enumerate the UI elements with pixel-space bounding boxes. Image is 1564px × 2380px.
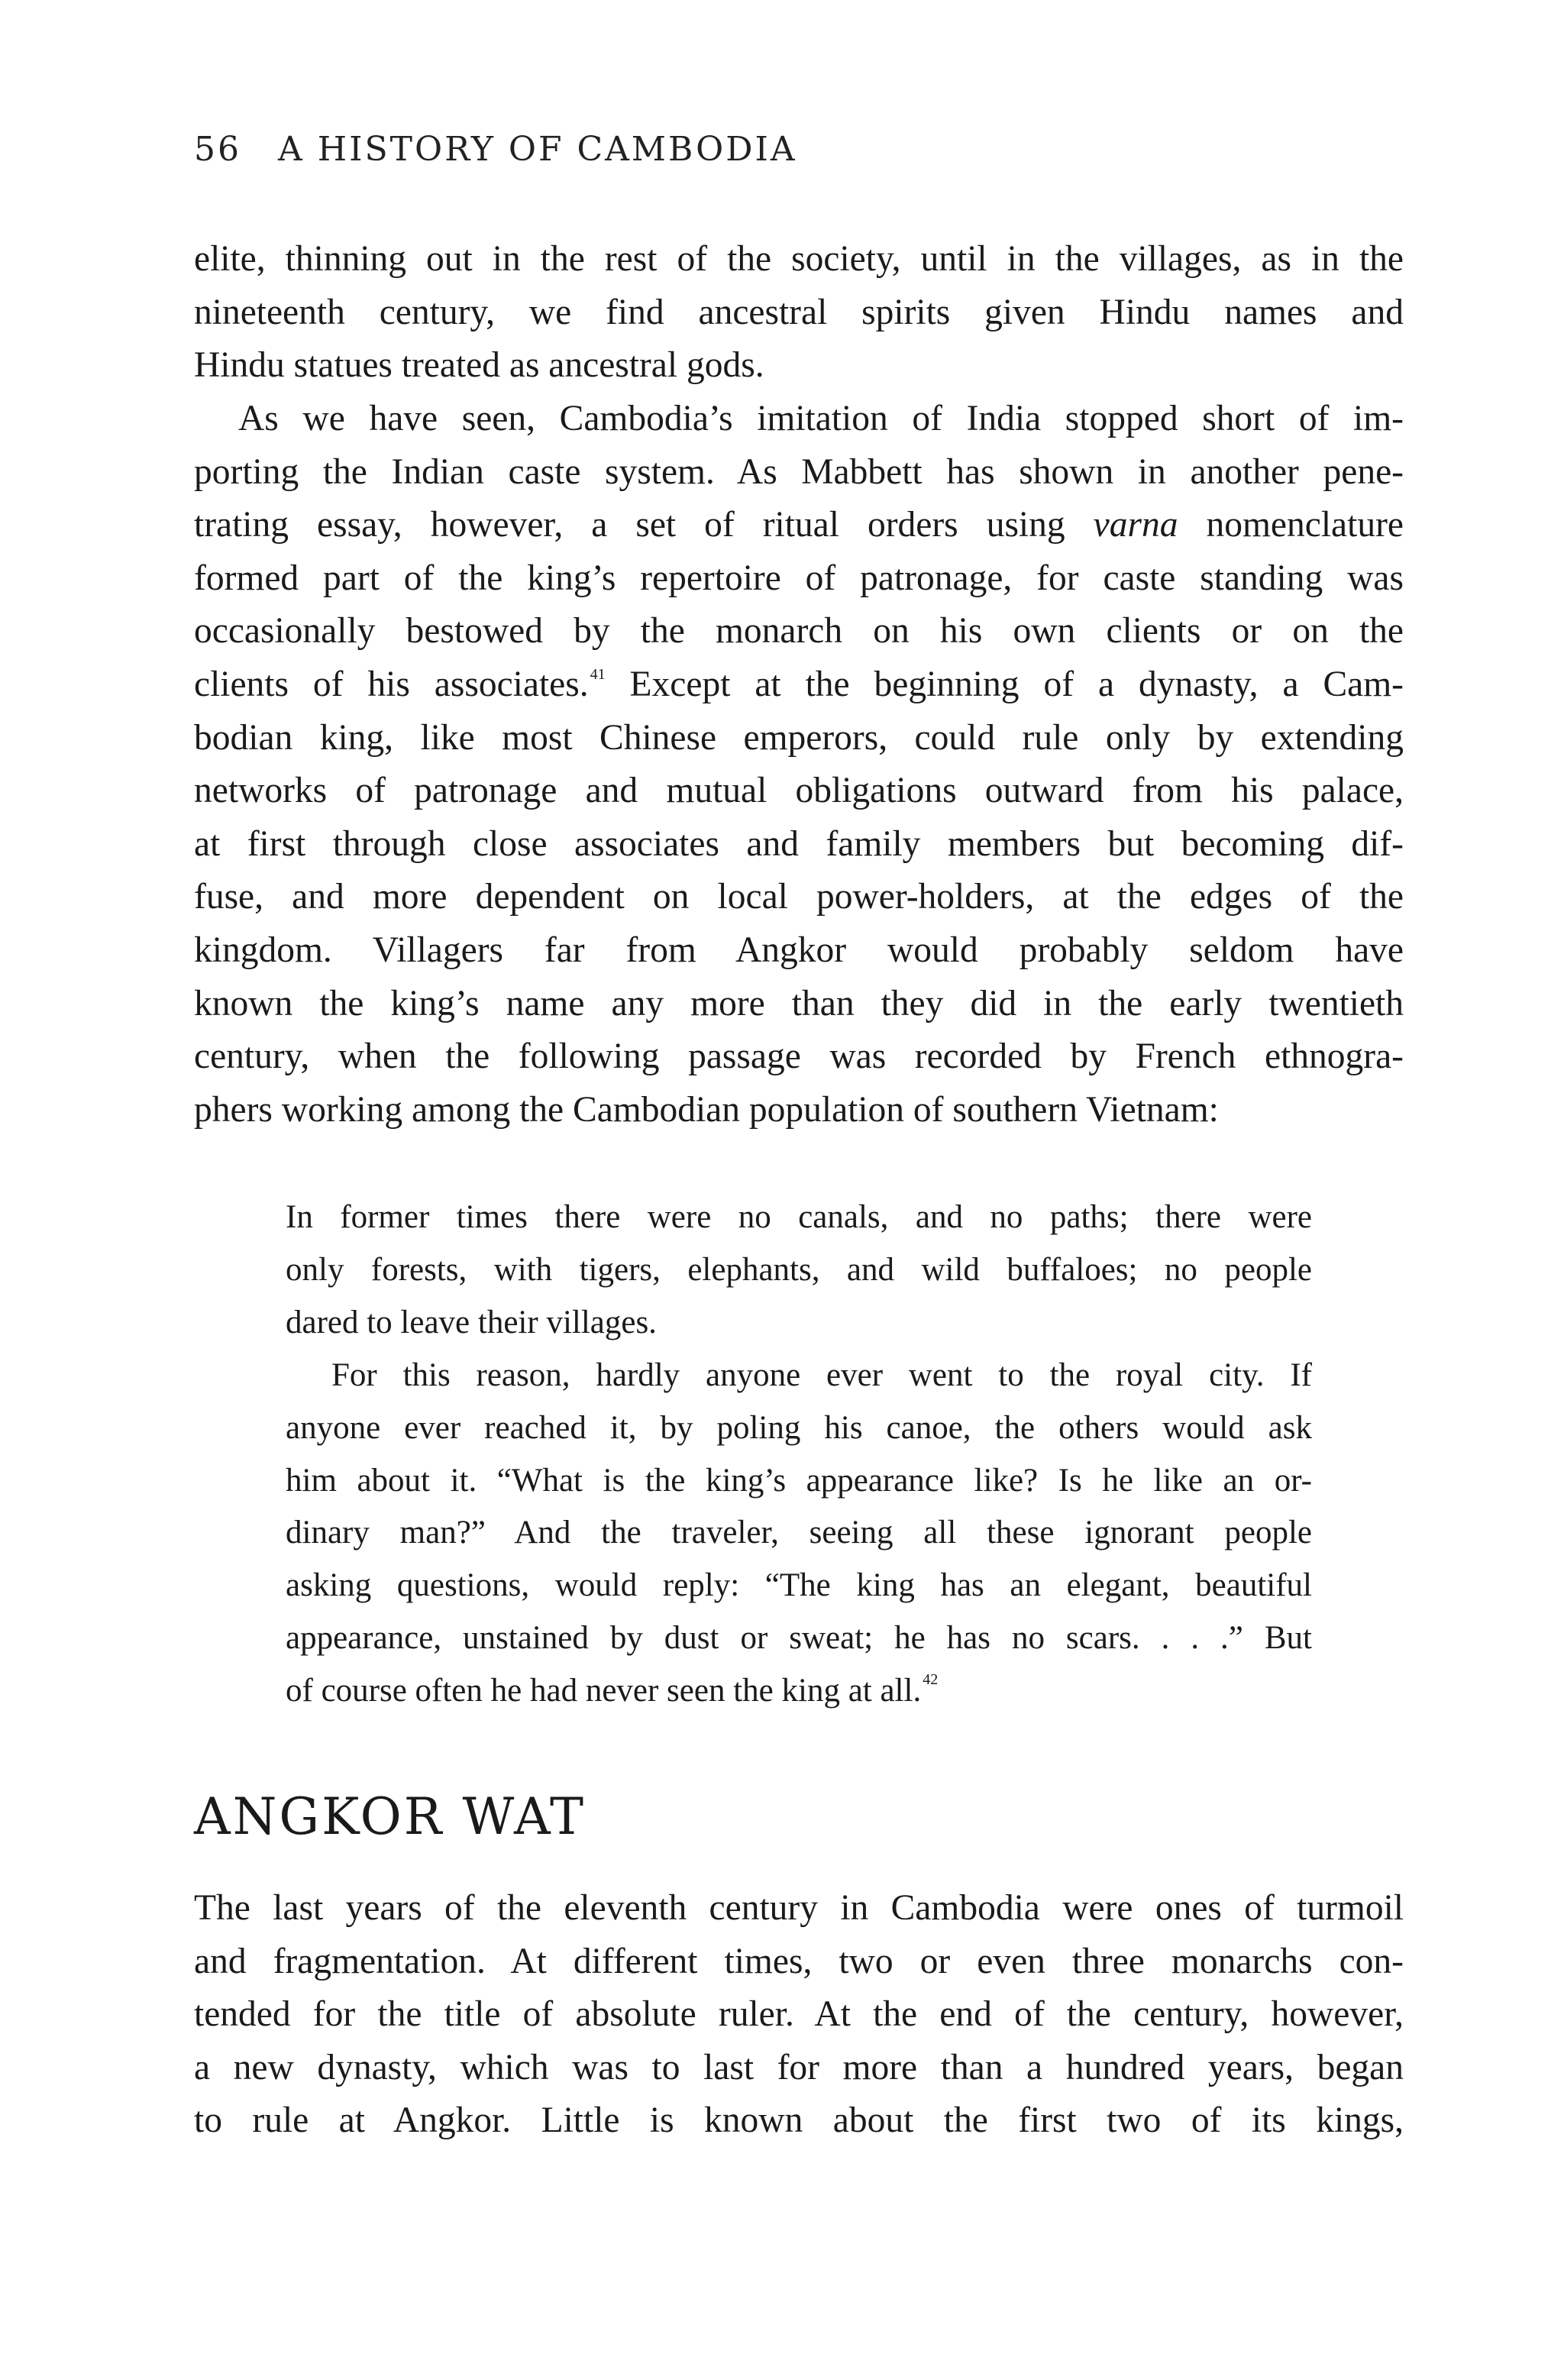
footnote-marker[interactable]: 42 (923, 1670, 939, 1688)
quote-line: dinary man?” And the traveler, seeing all these ignorant people (286, 1515, 1312, 1551)
quote-line: dared to leave their villages. (286, 1304, 657, 1340)
quote-line (286, 1665, 1312, 1718)
quote-line: anyone ever reached it, by poling his canoe, the others would ask (286, 1409, 1312, 1446)
text-line: porting the Indian caste system. As Mabbett has shown in another pene- (194, 451, 1404, 492)
text-fragment: nomenclature (1178, 505, 1404, 545)
text-fragment: Except at the beginning of a dynasty, a Cam- (605, 664, 1404, 704)
text-line: occasionally bestowed by the monarch on his own clients or on the (194, 611, 1404, 652)
text-line: networks of patronage and mutual obligations outward from his palace, (194, 771, 1404, 811)
paragraph-1 (194, 233, 1404, 393)
text-line: and fragmentation. At different times, two or even three monarchs con- (194, 1941, 1404, 1981)
text-line: The last years of the eleventh century in Cambodia were ones of turmoil (194, 1888, 1404, 1928)
text-line: As we have seen, Cambodia’s imitation of India stopped short of im- (238, 399, 1404, 438)
section-heading: ANGKOR WAT (194, 1787, 586, 1846)
quote-line: asking questions, would reply: “The king has an elegant, beautiful (286, 1567, 1312, 1604)
running-head (194, 130, 797, 169)
text-line (194, 658, 1404, 712)
book-title: A HISTORY OF CAMBODIA (278, 130, 797, 169)
text-line: phers working among the Cambodian population of southern Vietnam: (194, 1089, 1219, 1130)
text-line: century, when the following passage was recorded by French ethnogra- (194, 1036, 1404, 1077)
paragraph-2 (194, 393, 1404, 1137)
text-line: nineteenth century, we find ancestral spirits given Hindu names and (194, 292, 1404, 332)
quote-line: appearance, unstained by dust or sweat; he has no scars. . . .” But (286, 1619, 1312, 1656)
text-line: a new dynasty, which was to last for more than a hundred years, began (194, 2047, 1404, 2087)
text-fragment: trating essay, however, a set of ritual orders using (194, 505, 1094, 545)
text-line: to rule at Angkor. Little is known about the first two of its kings, (194, 2100, 1404, 2141)
italic-term: varna (1093, 505, 1178, 545)
text-line: kingdom. Villagers far from Angkor would probably seldom have (194, 930, 1404, 970)
text-line: at first through close associates and family members but becoming dif- (194, 823, 1404, 864)
text-line: known the king’s name any more than they did in the early twentieth (194, 983, 1404, 1023)
quote-line: In former times there were no canals, and no paths; there were (286, 1199, 1312, 1235)
text-line: bodian king, like most Chinese emperors, could rule only by extending (194, 717, 1404, 758)
block-quote-2 (286, 1350, 1312, 1718)
quote-line: him about it. “What is the king’s appearance like? Is he like an or- (286, 1462, 1312, 1499)
text-fragment: clients of his associates. (194, 664, 589, 704)
text-line: elite, thinning out in the rest of the society, until in the villages, as in the (194, 239, 1404, 279)
text-fragment: of course often he had never seen the king at all. (286, 1672, 922, 1709)
block-quote-1 (286, 1192, 1312, 1349)
quote-line: only forests, with tigers, elephants, and wild buffaloes; no people (286, 1251, 1312, 1288)
text-line: formed part of the king’s repertoire of patronage, for caste standing was (194, 558, 1404, 598)
text-line (194, 499, 1404, 552)
text-line: fuse, and more dependent on local power-holders, at the edges of the (194, 877, 1404, 917)
footnote-marker[interactable]: 41 (590, 665, 606, 683)
paragraph-3 (194, 1882, 1404, 2148)
text-line: tended for the title of absolute ruler. At the end of the century, however, (194, 1994, 1404, 2035)
quote-line: For this reason, hardly anyone ever went to the royal city. If (331, 1357, 1312, 1393)
page-number: 56 (194, 130, 241, 169)
text-line: Hindu statues treated as ancestral gods. (194, 345, 764, 386)
